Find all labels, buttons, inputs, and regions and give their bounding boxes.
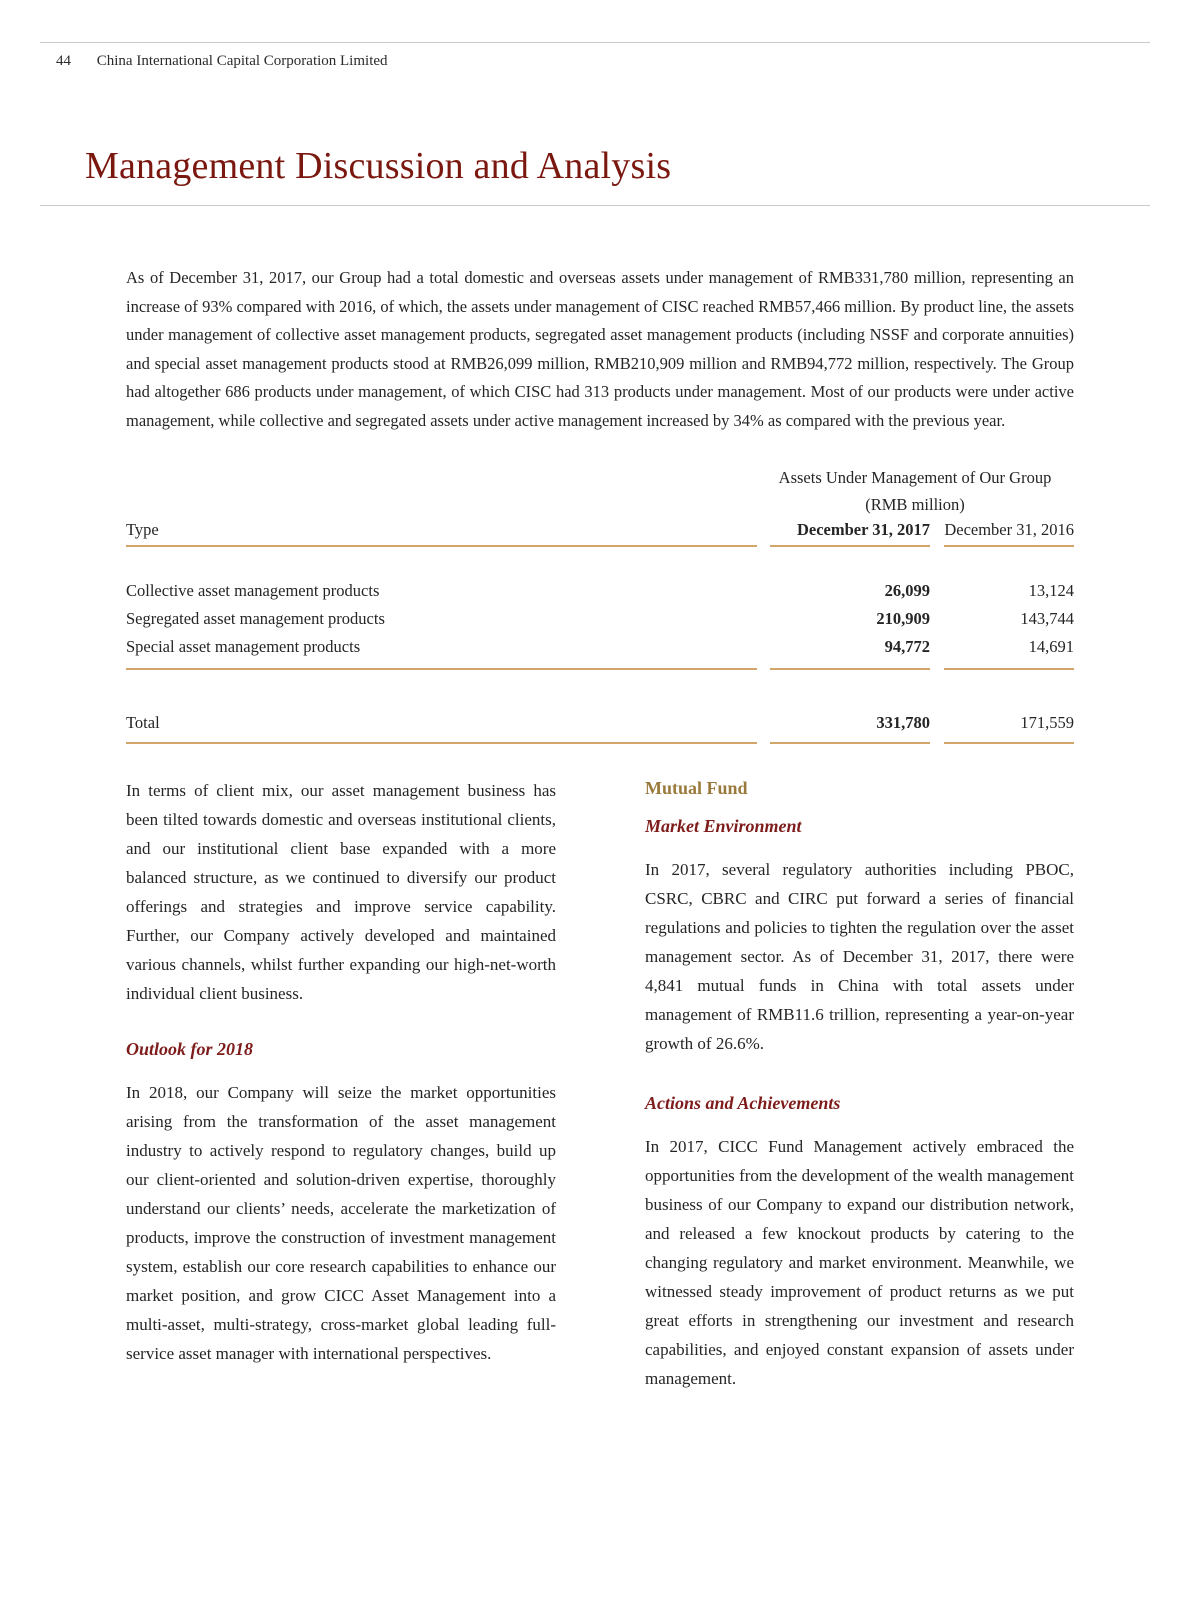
table-row [126,633,1074,670]
column-header-2016: December 31, 2016 [944,519,1074,547]
right-column [645,776,1074,1393]
table-total-row [126,710,1074,744]
intro-paragraph: As of December 31, 2017, our Group had a total domestic and overseas assets under management of RMB331,780 million, representing an increase of 93% compared with 2016, of which, the assets under management of CISC reached RMB57,466 million. By product line, the assets under management of collective asset management products, segregated asset management products (including NSSF and corporate annuities) and special asset management products stood at RMB26,099 million, RMB210,909 million and RMB94,772 million, respectively. The Group had altogether 686 products under management, of which CISC had 313 products under management. Most of our products were under active management, while collective and segregated assets under active management increased by 34% as compared with the previous year. [126,268,1074,430]
page-number: 44 [56,53,71,69]
outlook-heading: Outlook for 2018 [126,1039,254,1059]
client-mix-paragraph: In terms of client mix, our asset management business has been tilted towards domestic and overseas institutional clients, and our institutional client base expanded with a more balanced structure, as we continued to diversify our product offerings and strategies and improve service capability. Further, our Company actively developed and maintained various channels, whilst further expanding our high-net-worth individual client business. [126,781,556,1003]
column-gap [556,776,645,1393]
top-divider [40,42,1150,43]
table-caption [756,464,1074,518]
company-name: China International Capital Corporation Limited [96,53,388,69]
table-caption-line1: Assets Under Management of Our Group [778,468,1052,487]
mutual-fund-heading: Mutual Fund [645,778,748,798]
total-value-2017: 331,780 [770,710,930,744]
left-column [126,776,556,1393]
column-header-type: Type [126,519,757,547]
table-row [126,577,1074,605]
outlook-paragraph: In 2018, our Company will seize the market opportunities arising from the transformation of the asset management industry to actively respond to regulatory changes, build up our client-oriented and solution-driven expertise, thoroughly understand our clients’ needs, accelerate the marketization of products, improve the construction of investment management system, establish our core research capabilities to enhance our market position, and grow CICC Asset Management into a multi-asset, multi-strategy, cross-market global leading full-service asset manager with international perspectives. [126,1083,556,1363]
page-header [40,52,1150,70]
aum-table [126,464,1074,744]
table-header-row [126,519,1074,547]
row-value-2016: 13,124 [1028,581,1074,600]
content-area [126,264,1074,1393]
title-divider [40,205,1150,206]
total-value-2016: 171,559 [944,710,1074,744]
actions-achievements-paragraph: In 2017, CICC Fund Management actively embraced the opportunities from the development of the wealth management business of our Company to expand our distribution network, and released a few knockout products by catering to the changing regulatory and market environment. Meanwhile, we witnessed steady improvement of product returns as we put great efforts in strengthening our investment and research capabilities, and enjoyed constant expansion of assets under management. [645,1137,1074,1388]
row-value-2017: 94,772 [770,633,930,670]
market-environment-paragraph: In 2017, several regulatory authorities including PBOC, CSRC, CBRC and CIRC put forward a series of financial regulations and policies to tighten the regulation over the asset management sector. As of December 31, 2017, there were 4,841 mutual funds in China with total assets under management of RMB11.6 trillion, representing a year-on-year growth of 26.6%. [645,860,1074,1053]
row-value-2016: 143,744 [1020,609,1074,628]
column-header-2017: December 31, 2017 [770,519,930,547]
row-type-label: Special asset management products [126,633,757,670]
table-body [126,577,1074,670]
actions-achievements-heading: Actions and Achievements [645,1093,841,1113]
table-caption-line2: (RMB million) [865,495,965,514]
row-value-2016: 14,691 [944,633,1074,670]
two-column-section [126,776,1074,1393]
row-type-label: Segregated asset management products [126,609,385,628]
row-type-label: Collective asset management products [126,581,380,600]
page-title: Management Discussion and Analysis [85,145,672,187]
table-row [126,605,1074,633]
market-environment-heading: Market Environment [645,816,802,836]
row-value-2017: 210,909 [876,609,930,628]
total-label: Total [126,710,757,744]
row-value-2017: 26,099 [884,581,930,600]
